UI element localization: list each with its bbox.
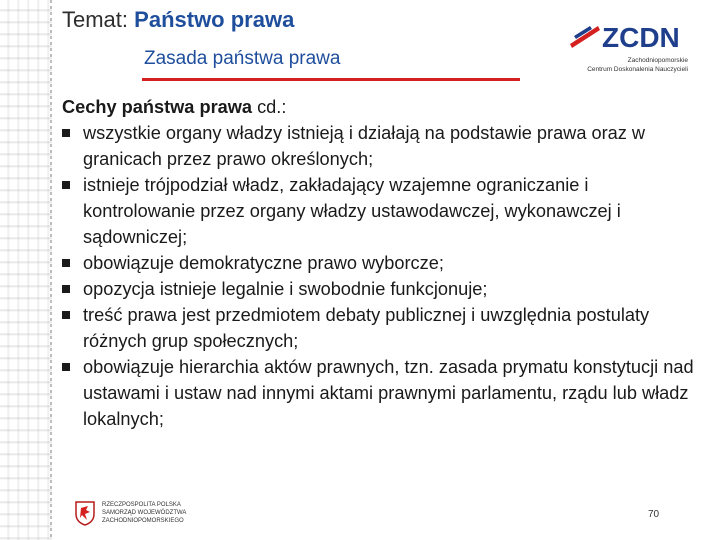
bullet-list <box>62 120 702 432</box>
list-item <box>62 302 702 354</box>
heading-bold: Cechy państwa prawa <box>62 97 253 117</box>
list-item <box>62 250 702 276</box>
footer-logo-line2: SAMORZĄD WOJEWÓDZTWA <box>102 510 187 516</box>
list-item <box>62 172 702 250</box>
list-item-text: istnieje trójpodział władz, zakładający wzajemne ograniczanie i kontrolowanie przez organy władzy ustawodawczej, wykonawczej i sądowniczej; <box>83 175 621 247</box>
list-item <box>62 276 702 302</box>
square-bullet-icon <box>62 311 70 319</box>
page-title <box>62 7 294 33</box>
square-bullet-icon <box>62 259 70 267</box>
zcdn-logo-icon <box>568 22 602 50</box>
list-item-text: treść prawa jest przedmiotem debaty publicznej i uwzględnia postulaty różnych grup społecznych; <box>83 305 650 351</box>
page-number: 70 <box>648 509 660 520</box>
slide-content <box>62 94 702 432</box>
logo-line2: Centrum Doskonalenia Nauczycieli <box>587 66 688 73</box>
title-label: Temat: <box>62 7 129 32</box>
logo-line1: Zachodniopomorskie <box>627 57 688 64</box>
decorative-text-strip <box>0 0 52 540</box>
square-bullet-icon <box>62 363 70 371</box>
square-bullet-icon <box>62 129 70 137</box>
footer-region-logo <box>74 500 214 530</box>
griffin-crest-icon <box>74 500 96 526</box>
zcdn-logo <box>568 22 688 76</box>
footer-logo-line1: RZECZPOSPOLITA POLSKA <box>102 502 181 508</box>
list-item-text: opozycja istnieje legalnie i swobodnie funkcjonuje; <box>83 279 488 299</box>
list-item-text: wszystkie organy władzy istnieją i działają na podstawie prawa oraz w granicach przez prawo określonych; <box>83 123 646 169</box>
title-value: Państwo prawa <box>134 7 295 32</box>
logo-name: ZCDN <box>602 22 680 53</box>
title-underline <box>142 78 520 81</box>
list-item-text: obowiązuje demokratyczne prawo wyborcze; <box>83 253 444 273</box>
section-heading <box>62 94 702 120</box>
heading-rest: cd.: <box>252 97 287 117</box>
page-subtitle: Zasada państwa prawa <box>144 48 341 69</box>
list-item-text: obowiązuje hierarchia aktów prawnych, tzn. zasada prymatu konstytucji nad ustawami i ustaw nad innymi aktami prawnymi parlamentu, rządu lub władz lokalnych; <box>83 357 694 429</box>
square-bullet-icon <box>62 181 70 189</box>
square-bullet-icon <box>62 285 70 293</box>
list-item <box>62 354 702 432</box>
footer-logo-line3: ZACHODNIOPOMORSKIEGO <box>102 518 184 524</box>
list-item <box>62 120 702 172</box>
